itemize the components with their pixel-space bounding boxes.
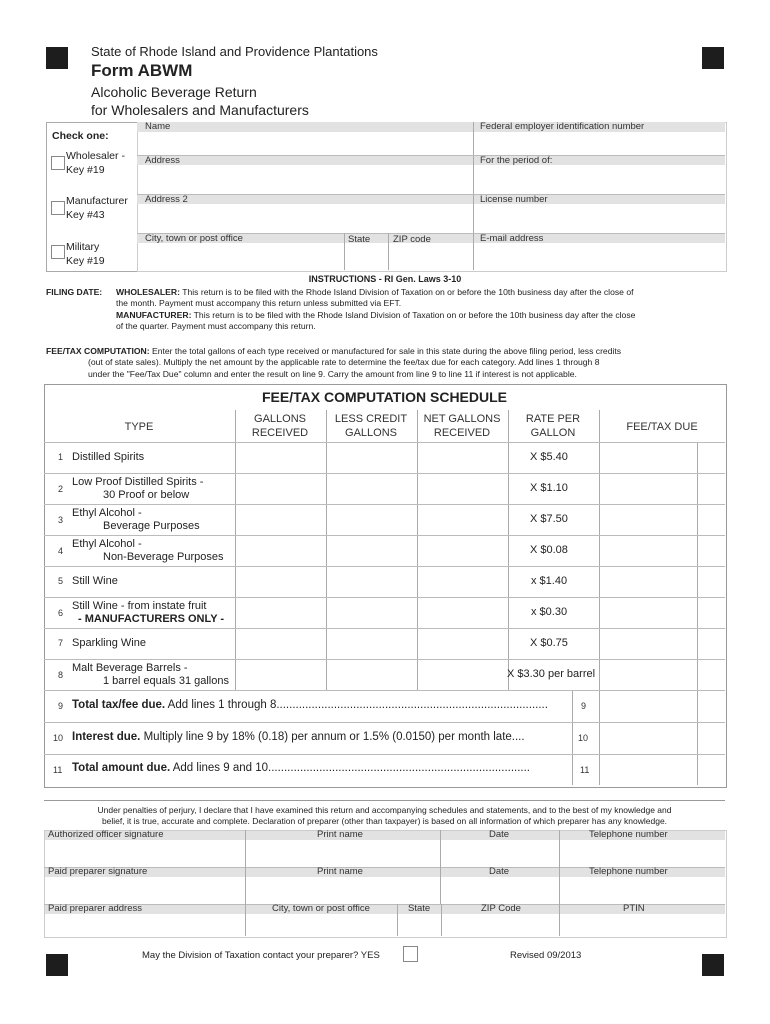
address-input[interactable] xyxy=(140,168,470,192)
address-label: Address xyxy=(145,155,180,166)
preparer-signature-label: Paid preparer signature xyxy=(48,866,148,877)
instructions-heading: INSTRUCTIONS - RI Gen. Laws 3-10 xyxy=(308,274,462,284)
officer-signature-label: Authorized officer signature xyxy=(48,829,164,840)
military-checkbox[interactable] xyxy=(51,245,65,259)
name-label: Name xyxy=(145,121,171,132)
fein-input[interactable] xyxy=(476,134,722,153)
officer-signature-input[interactable] xyxy=(46,842,242,865)
telephone-input-2[interactable] xyxy=(562,879,722,902)
state-input[interactable] xyxy=(347,246,385,268)
ptin-input[interactable] xyxy=(562,916,722,934)
check-one-label: Check one: xyxy=(52,130,109,142)
schedule-title: FEE/TAX COMPUTATION SCHEDULE xyxy=(262,389,507,405)
line-9-input[interactable] xyxy=(600,691,696,721)
less-credit-header: LESS CREDIT GALLONS xyxy=(334,413,408,439)
print-name-label-2: Print name xyxy=(317,866,363,877)
line-10-input[interactable] xyxy=(600,723,696,753)
revised-date: Revised 09/2013 xyxy=(510,950,582,961)
registration-mark-top-left xyxy=(46,47,68,69)
preparer-signature-input[interactable] xyxy=(46,879,242,902)
military-label: Military Key #19 xyxy=(66,241,105,267)
contact-yes-checkbox[interactable] xyxy=(403,946,418,962)
zip-input[interactable] xyxy=(391,246,471,268)
email-label: E-mail address xyxy=(480,233,544,244)
return-title: Alcoholic Beverage Return xyxy=(91,84,257,100)
line-11-input[interactable] xyxy=(600,755,696,785)
preparer-address-label: Paid preparer address xyxy=(48,903,142,914)
type-header: TYPE xyxy=(124,421,154,433)
wholesaler-checkbox[interactable] xyxy=(51,156,65,170)
preparer-zip-input[interactable] xyxy=(444,916,556,934)
print-name-input-2[interactable] xyxy=(248,879,437,902)
address2-input[interactable] xyxy=(140,207,470,231)
fee-tax-due-header: FEE/TAX DUE xyxy=(626,421,698,433)
perjury-declaration: Under penalties of perjury, I declare that I have examined this return and accompanying schedules and statements, and to the best of my knowledge and belief, it is true, accurate and complete. Declaration of preparer (other than taxpayer) is based on all information of which preparer has any knowledge. xyxy=(97,805,672,826)
fee-computation-instructions: FEE/TAX COMPUTATION: Enter the total gallons of each type received or manufactured for sale in this state during the above filing period, less credits (out of state sales). Multiply the net amount by the applicable rate to determine the fee/tax due for each category. Add lines 1 through 8 under the "Fee/Tax Due" column and enter the result on line 9. Carry the amount from line 9 to line 11 if interest is not applicable. xyxy=(46,346,622,379)
preparer-address-input[interactable] xyxy=(46,916,242,934)
print-name-input-1[interactable] xyxy=(248,842,437,865)
period-input[interactable] xyxy=(476,168,722,192)
manufacturer-label: Manufacturer Key #43 xyxy=(66,195,128,221)
form-title: Form ABWM xyxy=(91,61,193,80)
city-label: City, town or post office xyxy=(145,233,243,244)
date-label-1: Date xyxy=(489,829,510,840)
email-input[interactable] xyxy=(476,246,722,268)
name-input[interactable] xyxy=(140,134,470,153)
fee-due-input-1[interactable] xyxy=(600,443,696,472)
state-label: State xyxy=(348,234,371,245)
license-label: License number xyxy=(480,194,548,205)
city-input[interactable] xyxy=(140,246,340,268)
license-input[interactable] xyxy=(476,207,722,231)
preparer-city-input[interactable] xyxy=(248,916,394,934)
date-input-2[interactable] xyxy=(443,879,556,902)
preparer-zip-label: ZIP Code xyxy=(481,903,521,914)
state-name: State of Rhode Island and Providence Plantations xyxy=(91,44,378,59)
telephone-label-1: Telephone number xyxy=(589,829,668,840)
return-subtitle: for Wholesalers and Manufacturers xyxy=(91,102,309,118)
fee-due-input-5[interactable] xyxy=(600,567,696,596)
preparer-state-label: State xyxy=(408,903,431,914)
wholesaler-instructions: WHOLESALER: This return is to be filed with the Rhode Island Division of Taxation on or before the 10th business day after the close of the month. Payment must accompany this return unless submitted via EFT. MANUFACTURER: This return is to be filed with the Rhode Island Division of Taxation on or before the 10th business day after the close of the quarter. Payment must accompany this return. xyxy=(116,287,636,332)
gallons-received-header: GALLONS RECEIVED xyxy=(251,413,309,439)
rate-header: RATE PER GALLON xyxy=(525,413,581,439)
telephone-input-1[interactable] xyxy=(562,842,722,865)
date-input-1[interactable] xyxy=(443,842,556,865)
registration-mark-bottom-left xyxy=(46,954,68,976)
ptin-label: PTIN xyxy=(623,903,645,914)
filing-date-label: FILING DATE: xyxy=(46,287,103,297)
fee-due-input-6[interactable] xyxy=(600,598,696,627)
fee-due-input-7[interactable] xyxy=(600,629,696,658)
preparer-city-label: City, town or post office xyxy=(272,903,370,914)
fee-due-input-2[interactable] xyxy=(600,474,696,503)
zip-label: ZIP code xyxy=(393,234,431,245)
fein-label: Federal employer identification number xyxy=(480,121,645,132)
fee-due-input-4[interactable] xyxy=(600,536,696,565)
date-label-2: Date xyxy=(489,866,510,877)
telephone-label-2: Telephone number xyxy=(589,866,668,877)
wholesaler-label: Wholesaler - Key #19 xyxy=(66,150,125,176)
fee-due-input-8[interactable] xyxy=(600,660,696,689)
contact-preparer-question: May the Division of Taxation contact your preparer? YES xyxy=(142,950,380,961)
address2-label: Address 2 xyxy=(145,194,188,205)
registration-mark-top-right xyxy=(702,47,724,69)
print-name-label-1: Print name xyxy=(317,829,363,840)
registration-mark-bottom-right xyxy=(702,954,724,976)
manufacturer-checkbox[interactable] xyxy=(51,201,65,215)
fee-due-input-3[interactable] xyxy=(600,505,696,534)
period-label: For the period of: xyxy=(480,155,553,166)
preparer-state-input[interactable] xyxy=(400,916,438,934)
net-gallons-header: NET GALLONS RECEIVED xyxy=(423,413,501,439)
